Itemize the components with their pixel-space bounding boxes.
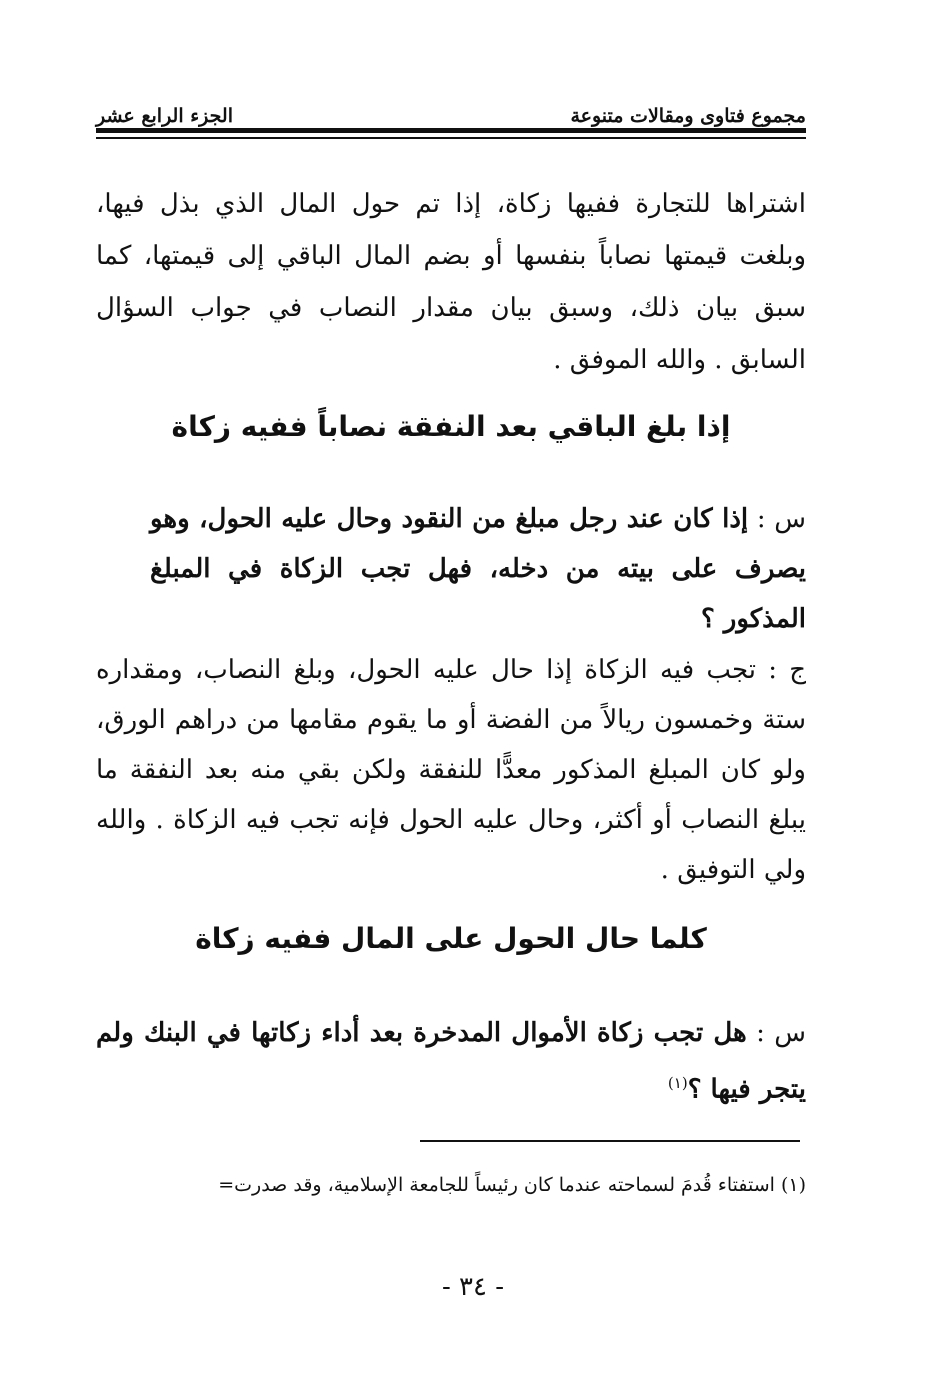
footnote-marker: (١) <box>780 1174 806 1196</box>
page-number: - ٣٤ - <box>441 1272 505 1302</box>
section1-answer <box>96 645 806 895</box>
question-text: هل تجب زكاة الأموال المدخرة بعد أداء زكاتها في البنك ولم يتجر فيها ؟ <box>96 1018 806 1105</box>
collection-title: مجموع فتاوى ومقالات متنوعة <box>570 105 806 127</box>
running-header <box>96 95 806 127</box>
intro-paragraph <box>96 178 806 386</box>
section2-heading: كلما حال الحول على المال ففيه زكاة <box>195 922 707 955</box>
section2-question <box>96 1008 806 1115</box>
volume-title: الجزء الرابع عشر <box>96 105 233 127</box>
header-rule-thick <box>96 128 806 133</box>
intro-paragraph-text: اشتراها للتجارة ففيها زكاة، إذا تم حول المال الذي بذل فيها، وبلغت قيمتها نصاباً بنفسها أو بضم المال الباقي إلى قيمتها، كما سبق بيان ذلك، وسبق بيان مقدار النصاب في جواب السؤال السابق . والله الموفق . <box>96 189 806 375</box>
question-text: إذا كان عند رجل مبلغ من النقود وحال عليه الحول، وهو يصرف على بيته من دخله، فهل تجب الزكاة في المبلغ المذكور ؟ <box>150 504 806 634</box>
section1-question <box>150 494 806 644</box>
question-marker: س : <box>756 1018 807 1048</box>
header-rule-thin <box>96 137 806 139</box>
answer-text: تجب فيه الزكاة إذا حال عليه الحول، وبلغ النصاب، ومقداره ستة وخمسون ريالاً من الفضة أو ما يقوم مقامها من دراهم الورق، ولو كان المبلغ المذكور معدًّا للنفقة ولكن بقي منه بعد النفقة ما يبلغ النصاب أو أكثر، وحال عليه الحول فإنه تجب فيه الزكاة . والله ولي التوفيق . <box>96 655 806 885</box>
footnote-reference[interactable]: (١) <box>667 1074 688 1092</box>
footnote-separator <box>420 1140 800 1142</box>
footnote-text: استفتاء قُدمَ لسماحته عندما كان رئيساً للجامعة الإسلامية، وقد صدرت= <box>218 1174 775 1196</box>
section1-heading: إذا بلغ الباقي بعد النفقة نصاباً ففيه زكاة <box>171 410 731 443</box>
footnote <box>80 1170 806 1200</box>
question-marker: س : <box>756 504 807 534</box>
answer-marker: ج : <box>768 655 806 685</box>
